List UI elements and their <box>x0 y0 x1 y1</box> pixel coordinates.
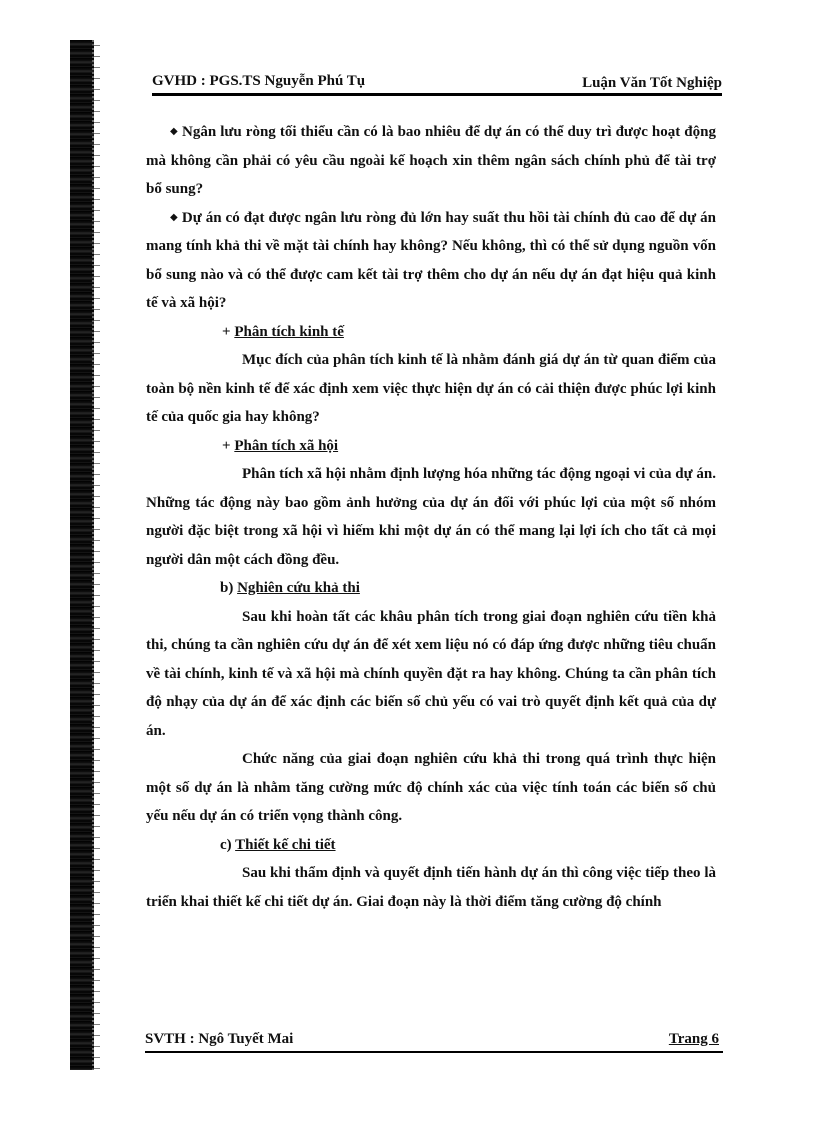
scan-binding-edge <box>70 40 94 1070</box>
paragraph-economic-analysis: Mục đích của phân tích kinh tế là nhằm đánh giá dự án từ quan điểm của toàn bộ nền kinh tế để xác định xem việc thực hiện dự án có cải thiện được phúc lợi kinh tế của quốc gia hay không? <box>146 352 716 425</box>
page-footer <box>145 1031 723 1053</box>
footer-page-number: Trang 6 <box>668 1031 719 1047</box>
diamond-bullet-icon: ◆ <box>170 126 178 137</box>
heading-economic-analysis: + Phân tích kinh tế <box>222 323 344 340</box>
heading-detailed-design: c) Thiết kế chi tiết <box>220 836 336 853</box>
paragraph-feasibility-1: Sau khi hoàn tất các khâu phân tích trong giai đoạn nghiên cứu tiền khả thi, chúng ta cần nghiên cứu dự án để xét xem liệu nó có đáp ứng được những tiêu chuẩn về tài chính, kinh tế và xã hội mà chính quyền đặt ra hay không. Chúng ta cần phân tích độ nhạy của dự án để xác định các biến số chủ yếu có vai trò quyết định kết quả của dự án. <box>146 608 716 739</box>
bullet-paragraph-2: ◆ Dự án có đạt được ngân lưu ròng đủ lớn hay suất thu hồi tài chính đủ cao để dự án mang tính khả thi về mặt tài chính hay không? Nếu không, thì có thể sử dụng nguồn vốn bổ sung nào và có thể được cam kết tài trợ thêm cho dự án nếu dự án đạt hiệu quả kinh tế và xã hội? <box>146 209 716 311</box>
paragraph-feasibility-2: Chức năng của giai đoạn nghiên cứu khả thi trong quá trình thực hiện một số dự án là nhằm tăng cường mức độ chính xác của việc tính toán các biến số chủ yếu nếu dự án có triển vọng thành công. <box>146 751 716 824</box>
header-advisor: GVHD : PGS.TS Nguyễn Phú Tụ <box>152 73 366 89</box>
heading-social-analysis: + Phân tích xã hội <box>222 437 339 454</box>
paragraph-social-analysis: Phân tích xã hội nhằm định lượng hóa những tác động ngoại vi của dự án. Những tác động này bao gồm ảnh hưởng của dự án đối với phúc lợi của một số nhóm người đặc biệt trong xã hội vì hiếm khi một dự án có thể mang lại lợi ích cho tất cả mọi người dân một cách đồng đều. <box>146 466 716 568</box>
diamond-bullet-icon: ◆ <box>170 211 178 223</box>
heading-feasibility-study: b) Nghiên cứu khả thi <box>220 580 360 596</box>
bullet-paragraph-1: ◆ Ngân lưu ròng tối thiểu cần có là bao nhiêu để dự án có thể duy trì được hoạt động mà không cần phải có yêu cầu ngoài kế hoạch xin thêm ngân sách chính phủ để tài trợ bổ sung? <box>146 124 716 197</box>
page-body <box>146 118 716 916</box>
page-header <box>152 71 722 96</box>
header-title: Luận Văn Tốt Nghiệp <box>582 75 722 91</box>
footer-student: SVTH : Ngô Tuyết Mai <box>145 1031 294 1047</box>
paragraph-detailed-design: Sau khi thẩm định và quyết định tiến hành dự án thì công việc tiếp theo là triển khai thiết kế chi tiết dự án. Giai đoạn này là thời điểm tăng cường độ chính <box>146 865 716 910</box>
